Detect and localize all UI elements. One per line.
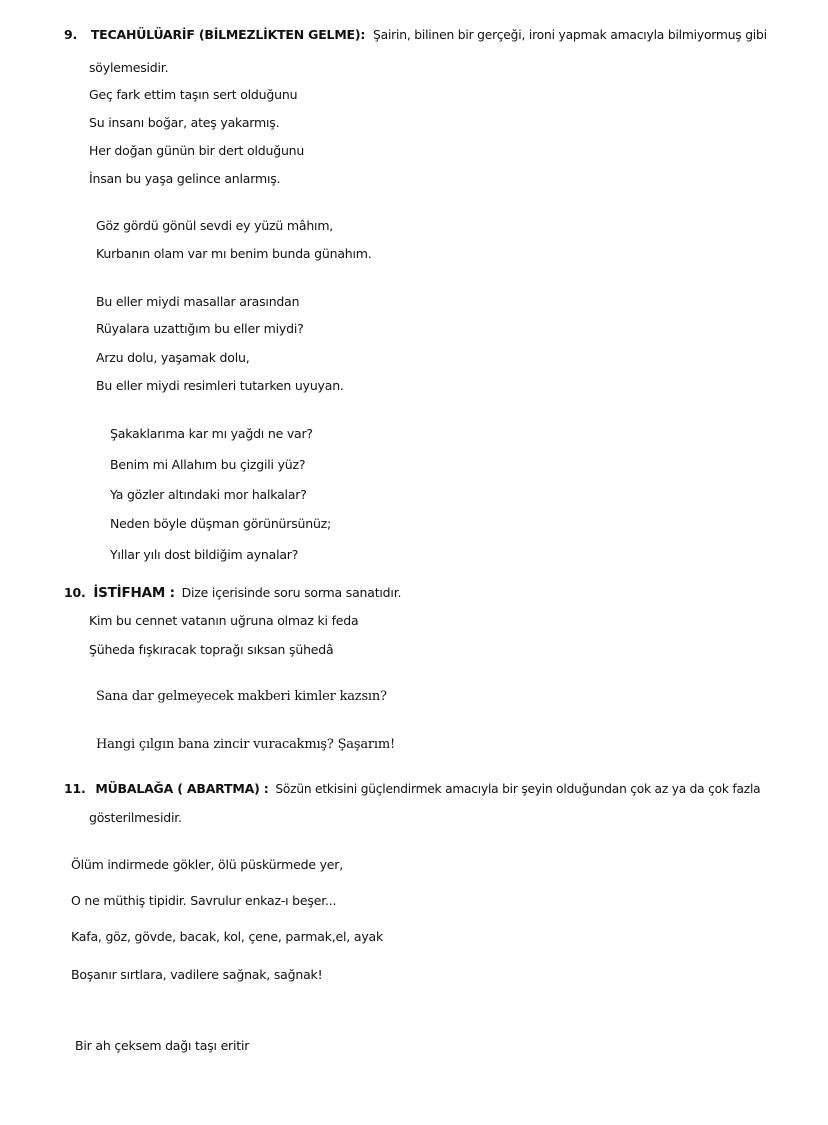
section-11-title-line [64,781,760,796]
section-definition-cont: gösterilmesidir. [89,810,182,825]
poem-line: İnsan bu yaşa gelince anlarmış. [89,171,281,186]
section-number: 9. [64,27,78,42]
section-10-title-line [64,585,401,601]
poem-line: Yıllar yılı dost bildiğim aynalar? [110,547,299,562]
poem-line: Boşanır sırtlara, vadilere sağnak, sağnak! [71,967,323,982]
poem-line: Rüyalara uzattığım bu eller miydi? [96,321,304,336]
poem-line: Ölüm indirmede gökler, ölü püskürmede yer, [71,857,343,872]
poem-line: Sana dar gelmeyecek makberi kimler kazsın? [96,689,387,704]
poem-line: Bu eller miydi resimleri tutarken uyuyan. [96,378,344,393]
section-definition: Sözün etkisini güçlendirmek amacıyla bir şeyin olduğundan çok az ya da çok fazla [275,782,761,796]
section-heading: İSTİFHAM : [93,585,175,601]
poem-line: Şakaklarıma kar mı yağdı ne var? [110,426,313,441]
poem-line: O ne müthiş tipidir. Savrulur enkaz-ı beşer... [71,893,337,908]
poem-line: Arzu dolu, yaşamak dolu, [96,350,250,365]
poem-line: Kim bu cennet vatanın uğruna olmaz ki feda [89,613,359,628]
section-definition: Şairin, bilinen bir gerçeği, ironi yapmak amacıyla bilmiyormuş gibi [373,28,767,42]
poem-line: Göz gördü gönül sevdi ey yüzü mâhım, [96,218,334,233]
poem-line: Su insanı boğar, ateş yakarmış. [89,115,280,130]
section-heading: TECAHÜLÜARİF (BİLMEZLİKTEN GELME): [90,27,366,42]
poem-line: Her doğan günün bir dert olduğunu [89,143,305,158]
section-definition-cont: söylemesidir. [89,60,169,75]
section-number: 10. [64,585,86,600]
poem-line: Bir ah çeksem dağı taşı eritir [75,1038,250,1053]
poem-line: Benim mi Allahım bu çizgili yüz? [110,457,306,472]
poem-line: Bu eller miydi masallar arasından [96,294,300,309]
section-definition: Dize içerisinde soru sorma sanatıdır. [181,585,402,600]
poem-line: Şüheda fışkıracak toprağı sıksan şühedâ [89,642,334,657]
section-number: 11. [64,781,86,796]
poem-line: Geç fark ettim taşın sert olduğunu [89,87,298,102]
poem-line: Kafa, göz, gövde, bacak, kol, çene, parmak,el, ayak [71,929,384,944]
section-heading: MÜBALAĞA ( ABARTMA) : [95,781,269,796]
poem-line: Neden böyle düşman görünürsünüz; [110,516,332,531]
section-9-title-line [64,27,767,42]
poem-line: Hangi çılgın bana zincir vuracakmış? Şaşarım! [96,737,395,752]
poem-line: Kurbanın olam var mı benim bunda günahım. [96,246,372,261]
poem-line: Ya gözler altındaki mor halkalar? [110,487,307,502]
